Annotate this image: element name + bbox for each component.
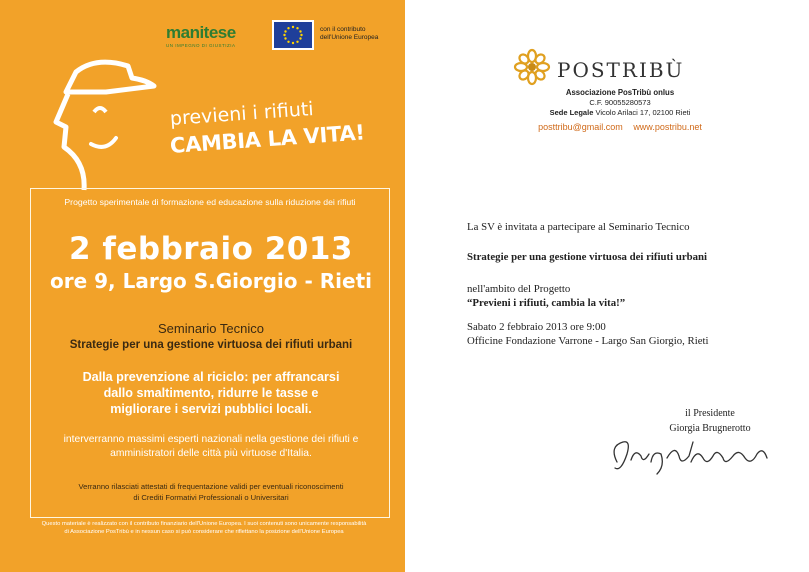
prevention-statement (31, 369, 391, 417)
manitese-tagline: UN IMPEGNO DI GIUSTIZIA (166, 43, 236, 48)
sponsor-logos (160, 18, 400, 58)
project-name: “Previeni i rifiuti, cambia la vita!” (467, 297, 626, 309)
president-block (635, 408, 785, 434)
seminar-title: Seminario Tecnico (158, 321, 264, 336)
handwritten-signature (605, 432, 775, 480)
seat-label: Sede Legale (549, 108, 594, 117)
prevention-line2: dallo smaltimento, ridurre le tasse e (103, 386, 319, 400)
project-title-bar (31, 189, 389, 215)
credits-line1: Verranno rilasciati attestati di frequentazione validi per eventuali riconoscimenti (78, 482, 344, 491)
president-title: il Presidente (685, 408, 735, 419)
slogan-line2: CAMBIA LA VITA! (169, 120, 366, 158)
association-info (505, 88, 735, 117)
manitese-logo (166, 24, 266, 52)
tax-code: C.F. 90055280573 (589, 98, 651, 107)
topic-text: Strategie per una gestione virtuosa dei rifiuti urbani (467, 251, 708, 263)
eu-caption (320, 26, 400, 42)
manitese-wordmark: manitese (166, 23, 236, 42)
eu-flag-icon (272, 20, 314, 50)
disclaimer-line1: Questo materiale è realizzato con il contributo finanziario dell'Unione Europea. I suoi contenuti sono unicamente responsabilità (41, 521, 367, 527)
experts-line2: amministratori delle città più virtuose d'Italia. (110, 448, 312, 459)
event-time-place: ore 9, Largo S.Giorgio - Rieti (50, 269, 372, 293)
eu-caption-line1: con il contributo (320, 26, 366, 33)
postribu-logo (513, 48, 713, 88)
experts-line1: interverranno massimi esperti nazionali nella gestione dei rifiuti e (63, 434, 359, 445)
email-link[interactable]: posttribu@gmail.com (538, 122, 623, 132)
registered-office (505, 108, 735, 117)
seat-address: Vicolo Arilaci 17, 02100 Rieti (595, 108, 691, 117)
slogan-line1: previeni i rifiuti (169, 97, 315, 130)
credits-line2: di Crediti Formativi Professionali o Universitari (133, 493, 289, 502)
experts-statement (31, 433, 391, 461)
prevention-line3: migliorare i servizi pubblici locali. (110, 402, 312, 416)
website-link[interactable]: www.postribu.net (633, 122, 702, 132)
credits-note (31, 481, 391, 503)
seminar-subtitle: Strategie per una gestione virtuosa dei rifiuti urbani (69, 339, 353, 351)
contacts (505, 122, 735, 132)
event-datetime: Sabato 2 febbraio 2013 ore 9:00 (467, 321, 606, 333)
invite-text: La SV è invitata a partecipare al Seminario Tecnico (467, 221, 690, 233)
prevention-line1: Dalla prevenzione al riciclo: per affrancarsi (82, 370, 340, 384)
invitation-letter (405, 0, 809, 572)
postribu-wordmark: POSTRIBÙ (557, 58, 685, 82)
event-date: 2 febbraio 2013 (69, 231, 353, 267)
sun-flower-icon (513, 48, 551, 86)
president-name: Giorgia Brugnerotto (669, 423, 751, 434)
event-box (30, 188, 390, 518)
eu-caption-line2: dell'Unione Europea (320, 34, 379, 41)
mascot-face-illustration (36, 52, 176, 192)
project-title: Progetto sperimentale di formazione ed educazione sulla riduzione dei rifiuti (64, 197, 356, 207)
association-name: Associazione PosTribù onlus (565, 88, 675, 97)
context-text: nell'ambito del Progetto (467, 283, 571, 295)
slogan (169, 97, 395, 158)
eu-disclaimer (10, 520, 398, 536)
event-venue: Officine Fondazione Varrone - Largo San Giorgio, Rieti (467, 335, 709, 347)
disclaimer-line2: di Associazione PosTribù e in nessun caso si può considerare che riflettano la posizione dell'Unione Europea (64, 529, 344, 535)
